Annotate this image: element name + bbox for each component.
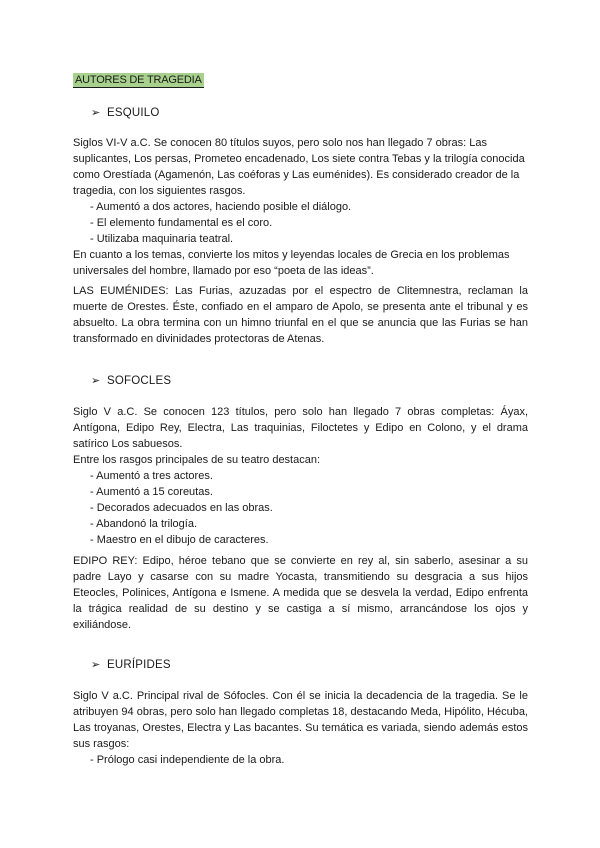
list-item: - Aumentó a dos actores, haciendo posible el diálogo. [90,201,352,213]
sofocles-work-summary: EDIPO REY: Edipo, héroe tebano que se convierte en rey al, sin saberlo, asesinar a su padre Layo y casarse con su madre Yocasta, transmitiendo su desgracia a sus hijos Eteocles, Polinices, Antígona e Ismene. A medida que se desvela la verdad, Edipo enfrenta la trágica realidad de su destino y se castiga a sí mismo, arrancándose los ojos y exiliándose. [73,555,528,631]
section-heading-label: ESQUILO [107,107,160,119]
list-item: - Aumentó a 15 coreutas. [90,486,213,498]
section-heading-label: SOFOCLES [107,375,172,387]
esquilo-traits-list [73,199,528,247]
sofocles-intro: Siglo V a.C. Se conocen 123 títulos, pero solo han llegado 7 obras completas: Áyax, Antígona, Edipo Rey, Electra, Las traquinias, Filoctetes y Edipo en Colono, y el drama satírico Los sabuesos. [73,406,528,450]
section-heading-sofocles [91,374,171,388]
arrow-bullet-icon: ➢ [91,659,101,671]
list-item: - Abandonó la trilogía. [90,518,198,530]
esquilo-intro: Siglos VI-V a.C. Se conocen 80 títulos suyos, pero solo nos han llegado 7 obras: Las suplicantes, Los persas, Prometeo encadenado, Los siete contra Tebas y la trilogía conocida como Orestíada (Agamenón, Las coéforas y Las euménides). Es considerado creador de la tragedia, con los siguientes rasgos. [73,137,525,197]
esquilo-themes: En cuanto a los temas, convierte los mitos y leyendas locales de Grecia en los problemas universales del hombre, llamado por eso “poeta de las ideas”. [73,249,510,277]
section-heading-label: EURÍPIDES [107,659,171,671]
euripides-block [73,688,528,768]
arrow-bullet-icon: ➢ [91,375,101,387]
euripides-traits-list [73,752,528,768]
sofocles-lead: Entre los rasgos principales de su teatro destacan: [73,454,321,466]
list-item: - El elemento fundamental es el coro. [90,217,273,229]
document-title: AUTORES DE TRAGEDIA [75,74,202,86]
list-item: - Aumentó a tres actores. [90,470,213,482]
list-item: - Utilizaba maquinaria teatral. [90,233,234,245]
esquilo-block [73,135,528,279]
section-heading-esquilo [91,106,160,120]
sofocles-traits-list [73,468,528,548]
arrow-bullet-icon: ➢ [91,107,101,119]
list-item: - Decorados adecuados en las obras. [90,502,273,514]
esquilo-work-summary: LAS EUMÉNIDES: Las Furias, azuzadas por el espectro de Clitemnestra, reclaman la muerte de Orestes. Éste, confiado en el amparo de Apolo, se presenta ante el tribunal y es absuelto. La obra termina con un himno triunfal en el que se anuncia que las Furias se han transformado en divinidades protectoras de Atenas. [73,285,528,345]
section-heading-euripides [91,658,171,672]
sofocles-block [73,404,528,548]
list-item: - Prólogo casi independiente de la obra. [90,754,285,766]
euripides-intro: Siglo V a.C. Principal rival de Sófocles. Con él se inicia la decadencia de la tragedia. Se le atribuyen 94 obras, pero solo han llegado completas 18, destacando Meda, Hipólito, Hécuba, Las troyanas, Orestes, Electra y Las bacantes. Su temática es variada, siendo además estos sus rasgos: [73,690,528,750]
list-item: - Maestro en el dibujo de caracteres. [90,534,269,546]
